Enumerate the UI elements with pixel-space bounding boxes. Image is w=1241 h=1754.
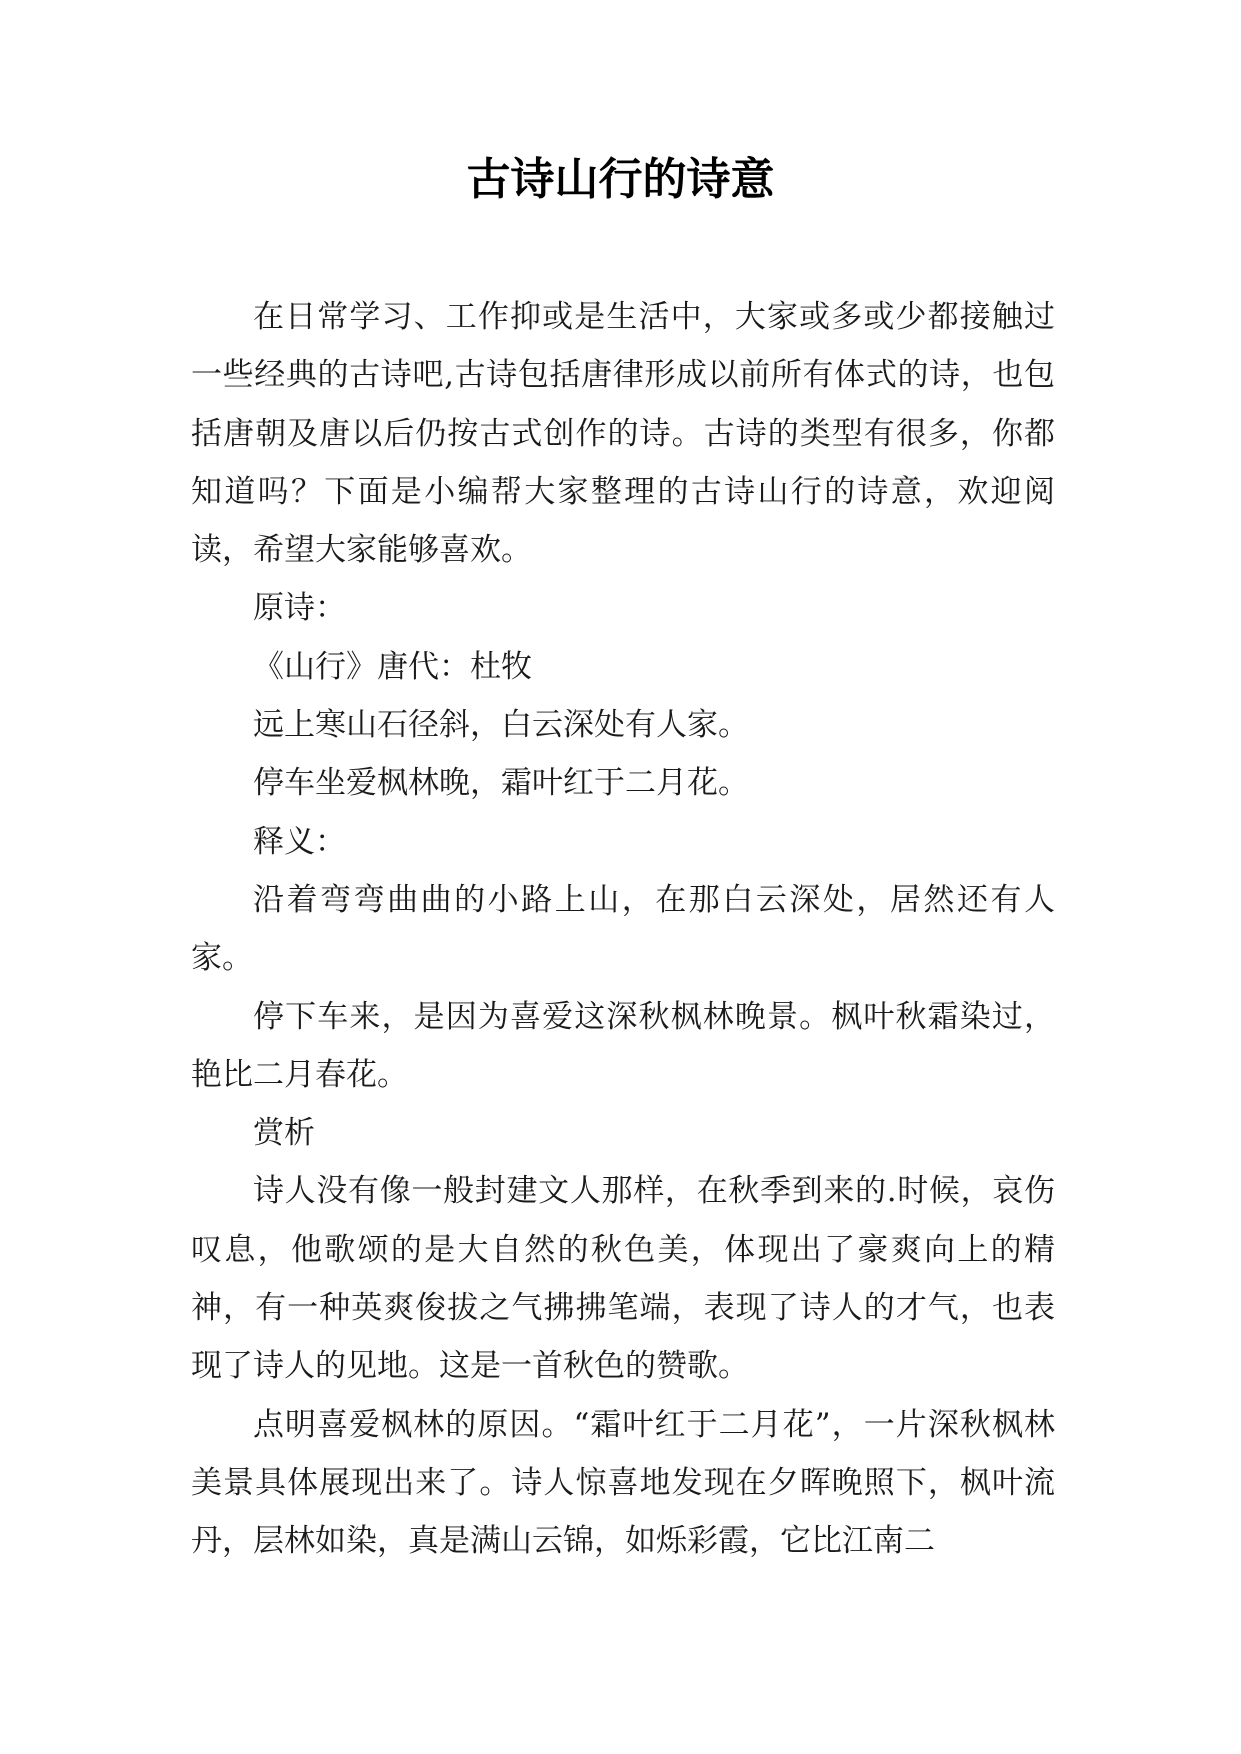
paragraph-meaning-1: 沿着弯弯曲曲的小路上山，在那白云深处，居然还有人家。 bbox=[191, 881, 1055, 977]
paragraph-meaning-heading: 释义： bbox=[253, 823, 346, 860]
paragraph-appreciation-1: 诗人没有像一般封建文人那样，在秋季到来的.时候，哀伤叹息，他歌颂的是大自然的秋色美，体现出了豪爽向上的精神，有一种英爽俊拔之气拂拂笔端，表现了诗人的才气，也表现了诗人的见地。这是一首秋色的赞歌。 bbox=[191, 1173, 1055, 1385]
document-title: 古诗山行的诗意 bbox=[466, 154, 775, 205]
paragraph-meaning-2: 停下车来，是因为喜爱这深秋枫林晚景。枫叶秋霜染过，艳比二月春花。 bbox=[191, 998, 1055, 1093]
paragraph-poem-title: 《山行》唐代：杜牧 bbox=[253, 648, 532, 685]
paragraph-intro: 在日常学习、工作抑或是生活中，大家或多或少都接触过一些经典的古诗吧,古诗包括唐律形成以前所有体式的诗，也包括唐朝及唐以后仍按古式创作的诗。古诗的类型有很多，你都知道吗？下面是小编帮大家整理的古诗山行的诗意，欢迎阅读，希望大家能够喜欢。 bbox=[191, 299, 1055, 569]
paragraph-original-heading: 原诗： bbox=[253, 590, 346, 627]
paragraph-poem-line-1: 远上寒山石径斜，白云深处有人家。 bbox=[253, 707, 749, 744]
paragraph-poem-line-2: 停车坐爱枫林晚，霜叶红于二月花。 bbox=[253, 765, 749, 802]
paragraph-appreciation-2: 点明喜爱枫林的原因。“霜叶红于二月花”，一片深秋枫林美景具体展现出来了。诗人惊喜地发现在夕晖晚照下，枫叶流丹，层林如染，真是满山云锦，如烁彩霞，它比江南二 bbox=[191, 1406, 1055, 1560]
document-body bbox=[191, 288, 1055, 1571]
paragraph-appreciation-heading: 赏析 bbox=[253, 1115, 315, 1152]
